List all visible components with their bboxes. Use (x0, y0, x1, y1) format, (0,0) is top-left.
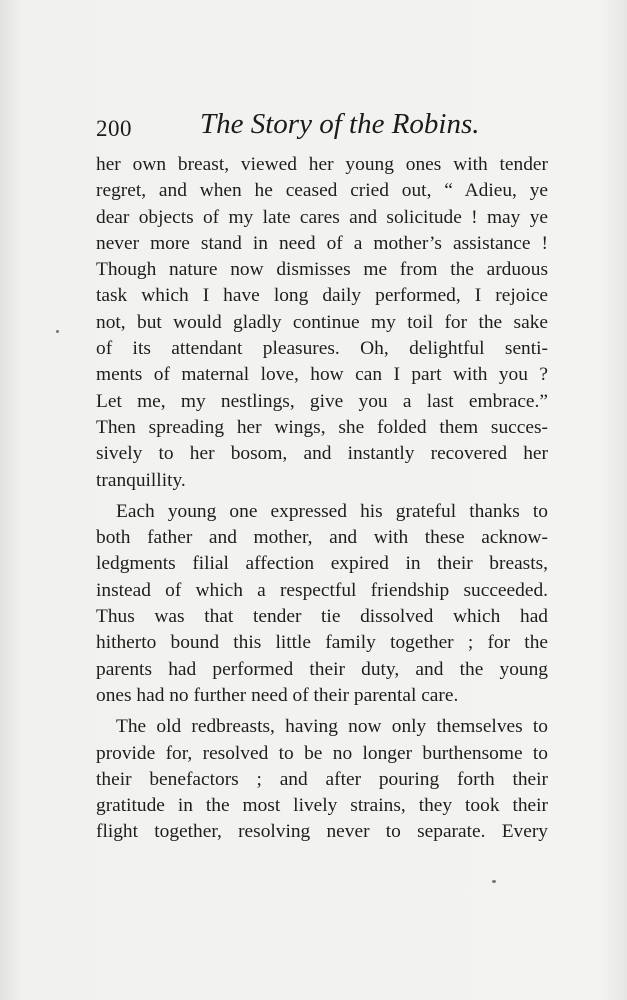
text-line: Let me, my nestlings, give you a last embrace.” (96, 390, 548, 412)
text-line: never more stand in need of a mother’s assistance ! (96, 232, 548, 254)
running-head (96, 104, 556, 148)
text-line: task which I have long daily performed, I rejoice (96, 285, 548, 307)
paragraph-1 (96, 152, 548, 494)
text-line: flight together, resolving never to separate. Every (96, 821, 548, 843)
text-line: ledgments filial affection expired in their breasts, (96, 553, 548, 575)
text-line: their benefactors ; and after pouring forth their (96, 768, 548, 790)
body-text (96, 152, 548, 846)
text-line: not, but would gladly continue my toil for the sake (96, 311, 548, 333)
text-line: Thus was that tender tie dissolved which had (96, 606, 548, 628)
text-line: provide for, resolved to be no longer burthensome to (96, 742, 548, 764)
text-line: The old redbreasts, having now only themselves to (116, 716, 548, 738)
text-line: regret, and when he ceased cried out, “ Adieu, ye (96, 180, 548, 202)
text-line: instead of which a respectful friendship succeeded. (96, 579, 548, 601)
running-title: The Story of the Robins. (200, 108, 480, 140)
text-line: hitherto bound this little family together ; for the (96, 632, 548, 654)
paragraph-2 (96, 499, 548, 709)
text-line: parents had performed their duty, and the young (96, 658, 548, 680)
text-line: Each young one expressed his grateful thanks to (116, 500, 548, 522)
paragraph-3 (96, 714, 548, 845)
text-line: her own breast, viewed her young ones with tender (96, 154, 548, 175)
text-line: ments of maternal love, how can I part with you ? (96, 364, 548, 386)
page-number: 200 (96, 116, 132, 141)
text-line: of its attendant pleasures. Oh, delightful senti- (96, 338, 548, 360)
text-line: gratitude in the most lively strains, they took their (96, 795, 548, 817)
text-line: Though nature now dismisses me from the arduous (96, 259, 548, 281)
text-line: ones had no further need of their parental care. (96, 684, 459, 706)
text-line: both father and mother, and with these acknow- (96, 527, 548, 549)
text-line: tranquillity. (96, 469, 186, 491)
text-line: Then spreading her wings, she folded them succes- (96, 416, 548, 438)
text-line: dear objects of my late cares and solicitude ! may ye (96, 206, 548, 228)
text-line: sively to her bosom, and instantly recovered her (96, 443, 548, 465)
paper-speck (492, 880, 496, 883)
paper-speck (56, 330, 59, 333)
